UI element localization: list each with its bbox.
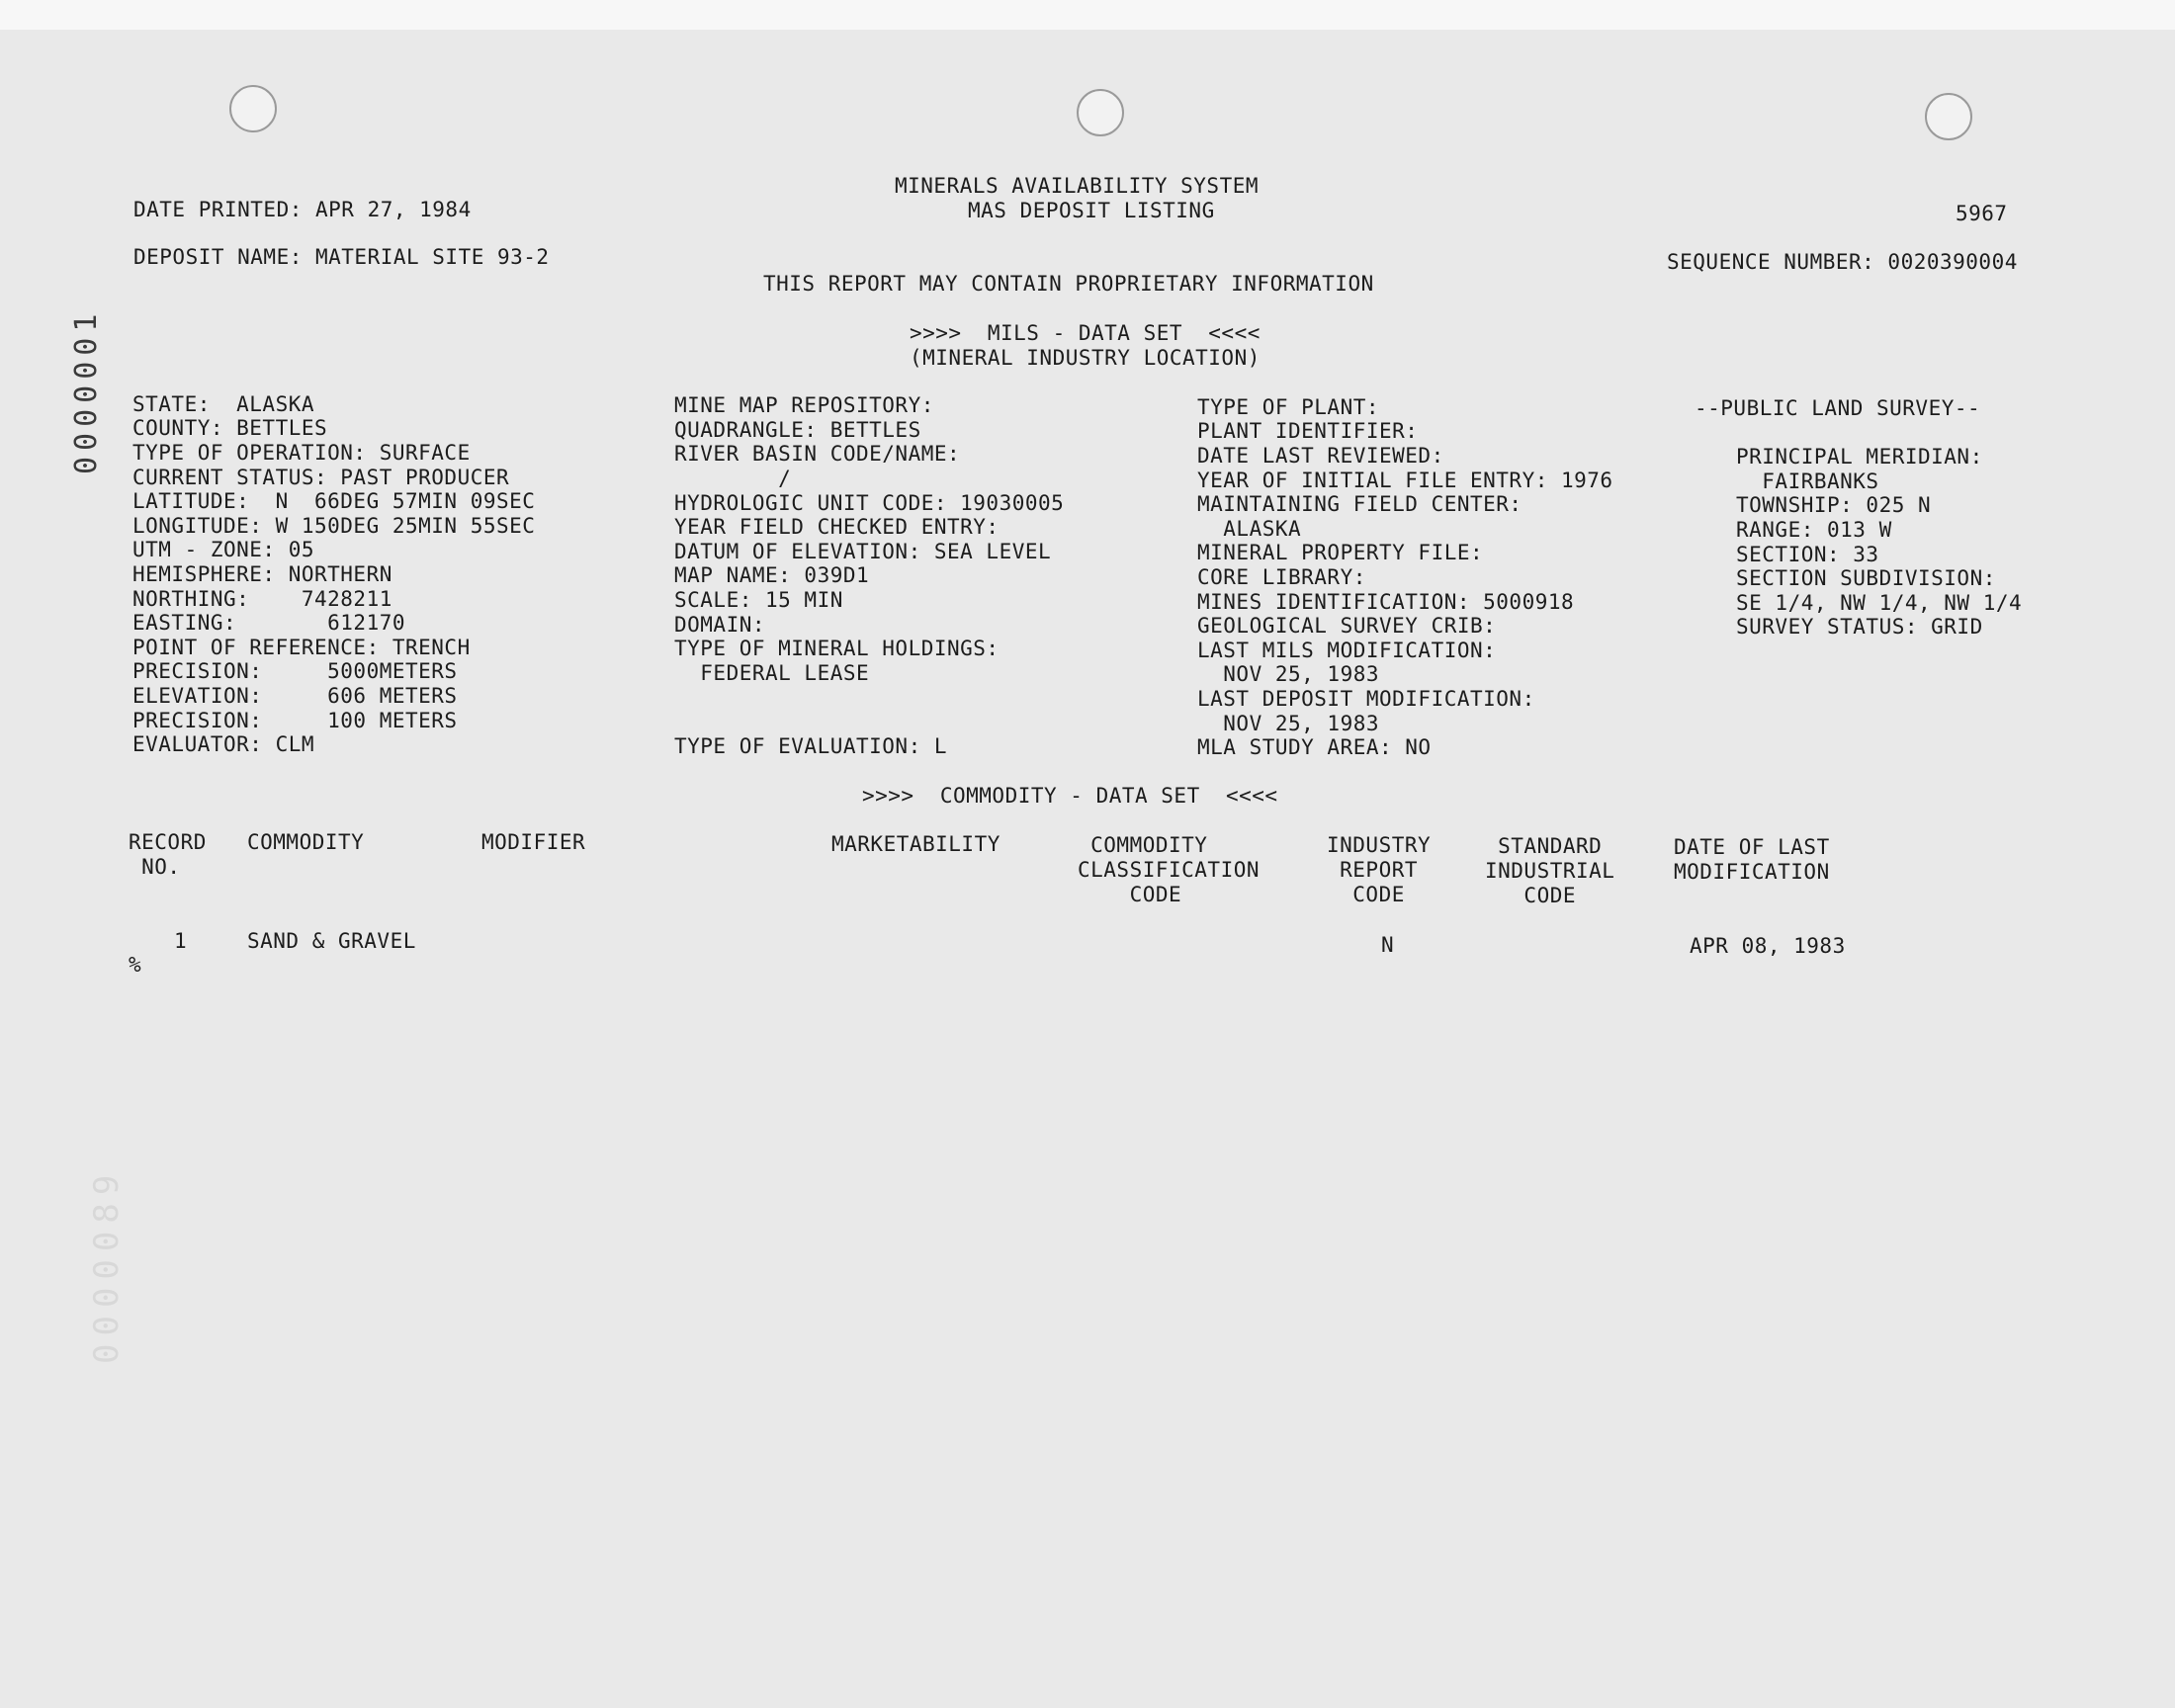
mils-heading: >>>> MILS - DATA SET <<<< [910,321,1261,345]
field-line: LATITUDE: N 66DEG 57MIN 09SEC [132,489,536,513]
commodity-heading: >>>> COMMODITY - DATA SET <<<< [862,784,1278,808]
column-header-modifier: MODIFIER [481,830,586,854]
punch-hole-right [1925,93,1972,140]
field-line: LAST MILS MODIFICATION: [1197,639,1497,662]
page-number: 5967 [1956,202,2008,225]
field-line: NOV 25, 1983 [1197,662,1380,686]
field-line: STATE: ALASKA [132,392,315,416]
column-header-industry-report: INDUSTRY REPORT CODE [1327,833,1432,906]
field-line: SECTION SUBDIVISION: [1736,566,1996,590]
field-line: COUNTY: BETTLES [132,416,328,440]
field-line: MAINTAINING FIELD CENTER: [1197,492,1522,516]
cell-commodity: SAND & GRAVEL [247,929,416,953]
field-line: PRECISION: 100 METERS [132,709,458,732]
proprietary-notice: THIS REPORT MAY CONTAIN PROPRIETARY INFORMATION [763,272,1374,296]
field-line: LONGITUDE: W 150DEG 25MIN 55SEC [132,514,536,538]
land-survey-heading: --PUBLIC LAND SURVEY-- [1695,396,1981,420]
field-line: SE 1/4, NW 1/4, NW 1/4 [1736,591,2023,615]
field-line: POINT OF REFERENCE: TRENCH [132,636,471,659]
field-line: TYPE OF EVALUATION: L [674,734,948,758]
field-line: DATUM OF ELEVATION: SEA LEVEL [674,540,1052,563]
field-line: YEAR FIELD CHECKED ENTRY: [674,515,1000,539]
field-line: DOMAIN: [674,613,766,637]
column-header-sic: STANDARD INDUSTRIAL CODE [1485,834,1615,907]
field-line: PRINCIPAL MERIDIAN: [1736,445,1983,469]
field-line: RIVER BASIN CODE/NAME: [674,442,961,466]
field-line: MLA STUDY AREA: NO [1197,735,1432,759]
field-line: CORE LIBRARY: [1197,565,1366,589]
field-line: LAST DEPOSIT MODIFICATION: [1197,687,1535,711]
field-line: NORTHING: 7428211 [132,587,392,611]
field-line: GEOLOGICAL SURVEY CRIB: [1197,614,1497,638]
field-line: PRECISION: 5000METERS [132,659,458,683]
mils-subheading: (MINERAL INDUSTRY LOCATION) [910,346,1261,370]
field-line: CURRENT STATUS: PAST PRODUCER [132,466,510,489]
field-line: MINERAL PROPERTY FILE: [1197,541,1484,564]
field-line: EVALUATOR: CLM [132,732,315,756]
field-line: FEDERAL LEASE [674,661,870,685]
punch-hole-center [1077,89,1124,136]
field-line: DATE LAST REVIEWED: [1197,444,1444,468]
field-line: ALASKA [1197,517,1302,541]
cell-date-modified: APR 08, 1983 [1690,934,1846,958]
field-line: QUADRANGLE: BETTLES [674,418,921,442]
field-line: FAIRBANKS [1736,470,1879,493]
punch-hole-left [229,85,277,132]
sequence-number: SEQUENCE NUMBER: 0020390004 [1667,250,2018,274]
cell-industry-code: N [1381,933,1395,957]
field-line: HEMISPHERE: NORTHERN [132,562,392,586]
field-line: TYPE OF PLANT: [1197,395,1380,419]
faded-number-stamp: 0000089 [87,1166,127,1364]
field-line: NOV 25, 1983 [1197,712,1380,735]
column-header-record-no: RECORD NO. [129,830,207,879]
column-header-commodity: COMMODITY [247,830,365,854]
column-header-date-modified: DATE OF LAST MODIFICATION [1674,835,1830,884]
column-header-marketability: MARKETABILITY [831,832,1000,856]
field-line: / [674,467,792,490]
field-line: MAP NAME: 039D1 [674,563,870,587]
field-line: SCALE: 15 MIN [674,588,843,612]
field-line: TOWNSHIP: 025 N [1736,493,1932,517]
field-line: EASTING: 612170 [132,611,406,635]
date-printed: DATE PRINTED: APR 27, 1984 [133,198,472,221]
cell-record-no: 1 [174,929,188,953]
film-number-stamp: 0000001 [69,307,104,474]
field-line: HYDROLOGIC UNIT CODE: 19030005 [674,491,1065,515]
field-line: TYPE OF MINERAL HOLDINGS: [674,637,1000,660]
field-line: PLANT IDENTIFIER: [1197,419,1419,443]
field-line: RANGE: 013 W [1736,518,1892,542]
end-marker: % [129,953,142,977]
field-line: SURVEY STATUS: GRID [1736,615,1983,639]
system-title: MINERALS AVAILABILITY SYSTEM [895,174,1260,198]
field-line: ELEVATION: 606 METERS [132,684,458,708]
column-header-classification: COMMODITY CLASSIFICATION CODE [1078,833,1261,906]
listing-title: MAS DEPOSIT LISTING [968,199,1215,222]
field-line: UTM - ZONE: 05 [132,538,315,561]
field-line: SECTION: 33 [1736,543,1879,566]
deposit-name: DEPOSIT NAME: MATERIAL SITE 93-2 [133,245,550,269]
field-line: TYPE OF OPERATION: SURFACE [132,441,471,465]
field-line: YEAR OF INITIAL FILE ENTRY: 1976 [1197,469,1613,492]
field-line: MINES IDENTIFICATION: 5000918 [1197,590,1575,614]
scan-top-edge [0,0,2175,30]
field-line: MINE MAP REPOSITORY: [674,393,934,417]
